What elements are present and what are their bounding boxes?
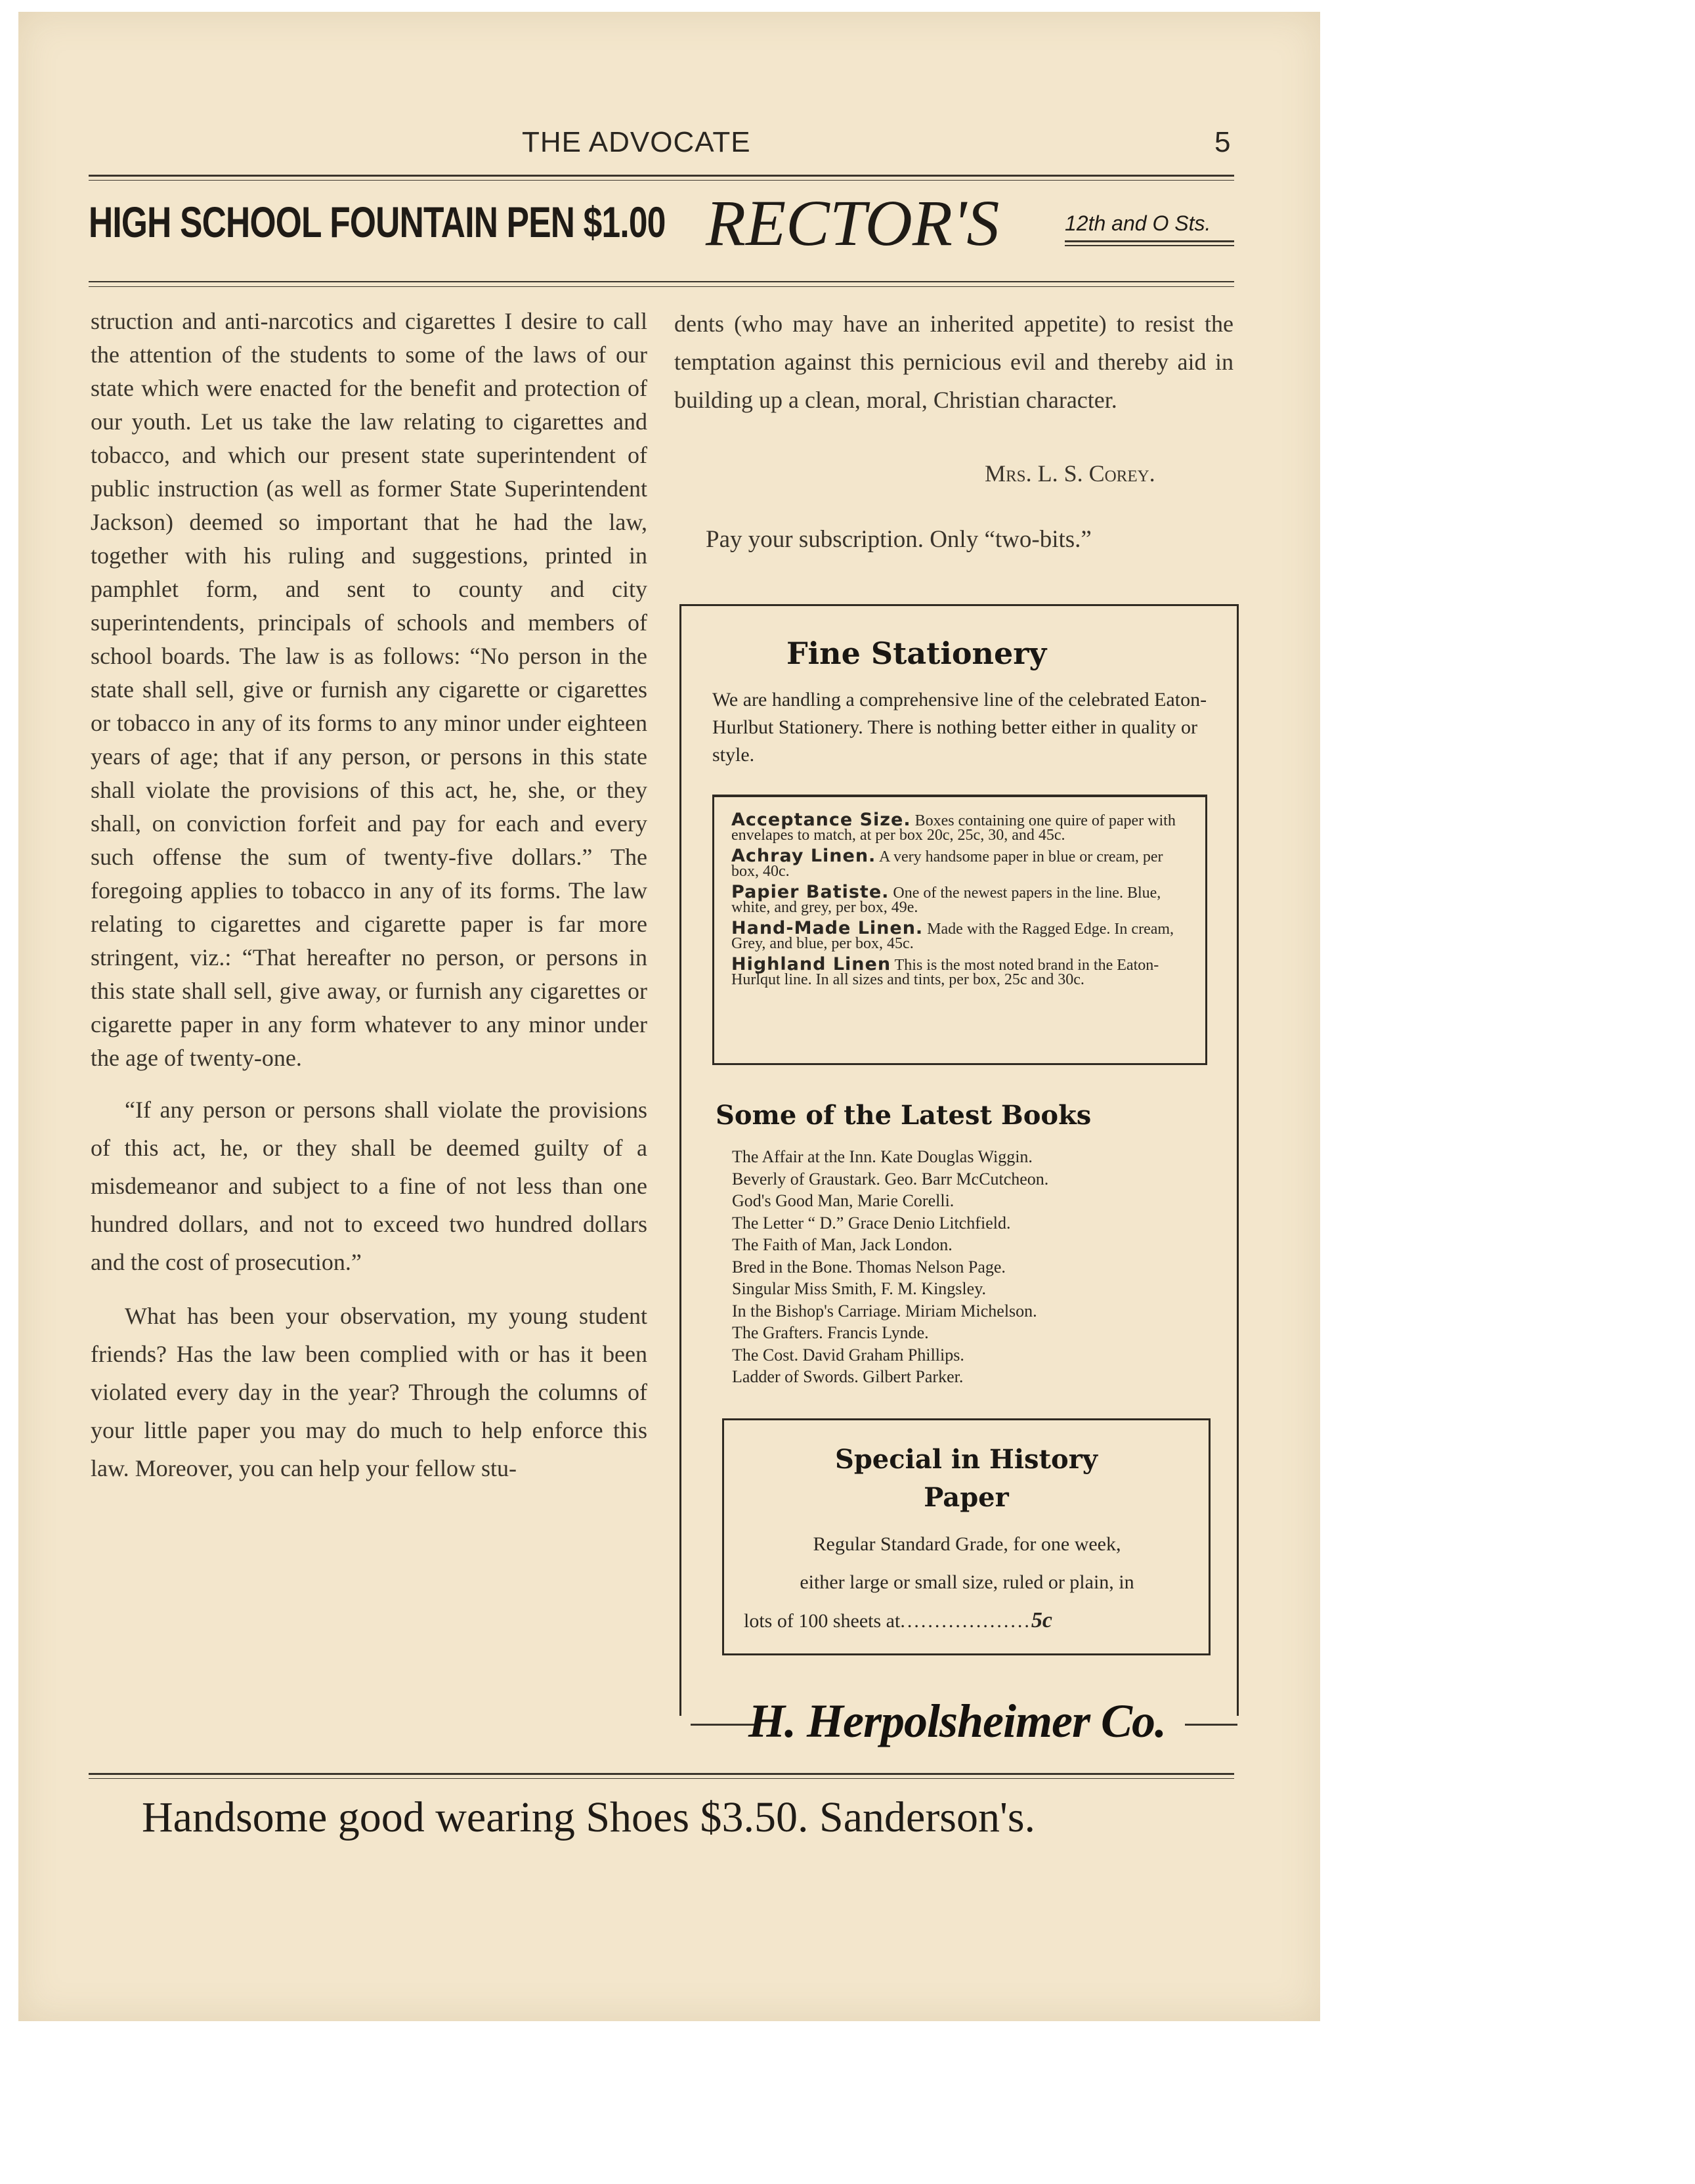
- book-item: The Grafters. Francis Lynde.: [732, 1323, 929, 1342]
- dot-leader: ...................: [900, 1610, 1031, 1632]
- banner-rule-thin: [89, 286, 1234, 287]
- book-list: [732, 1146, 1048, 1388]
- special-line: Regular Standard Grade, for one week,: [813, 1533, 1121, 1555]
- paper-item: [731, 846, 1188, 880]
- book-item: In the Bishop's Carriage. Miriam Michelson.: [732, 1301, 1037, 1321]
- stationery-intro: We are handling a comprehensive line of the celebrated Eaton-Hurlbut Stationery. There is nothing better either in quality or style.: [712, 689, 1207, 766]
- paper-varieties-box: [712, 795, 1207, 1065]
- paper-desc: Boxes containing one quire of paper with envelapes to match, at per box 20c, 25c, 30, and 45c.: [731, 812, 1176, 844]
- paper-name: Hand-Made Linen.: [731, 918, 924, 938]
- bottom-rule-thin: [89, 1778, 1234, 1779]
- article-paragraph: What has been your observation, my young student friends? Has the law been complied with or has it been violated every day in the year? Through the columns of your little paper you may do much to help enforce this law. Moreover, you can help your fellow stu-: [91, 1303, 647, 1481]
- paper-name: Acceptance Size.: [731, 810, 911, 830]
- book-item: The Affair at the Inn. Kate Douglas Wiggin.: [732, 1147, 1033, 1166]
- book-item: The Cost. David Graham Phillips.: [732, 1345, 964, 1365]
- banner-rule: [89, 281, 1234, 282]
- paper-desc: This is the most noted brand in the Eaton-Hurlqut line. In all sizes and tints, per box, 25c and 30c.: [731, 957, 1159, 988]
- special-line-text: lots of 100 sheets at: [744, 1610, 901, 1632]
- book-item: Bred in the Bone. Thomas Nelson Page.: [732, 1257, 1006, 1277]
- article-paragraph: struction and anti-narcotics and cigarettes I desire to call the attention of the students to some of the laws of our state which were enacted for the benefit and protection of our youth. Let us take the law relating to cigarettes and tobacco, and which our present state superintendent of public instruction (as well as former State Superintendent Jackson) deemed so important that he had the law, together with his ruling and suggestions, printed in pamphlet form, and sent to county and city superintendents, principals of schools and members of school boards. The law is as follows: “No person in the state shall sell, give or furnish any cigarette or cigarettes or tobacco in any of its forms to any minor under eighteen years of age; that if any person, or persons in this state shall violate the provisions of this act, he, she, or they shall, on conviction forfeit and pay for each and every such offense the sum of twenty-five dollars.” The foregoing applies to tobacco in any of its forms. The law relating to cigarettes and cigarette paper is far more stringent, viz.: “That hereafter no person, or persons in this state shall sell, give away, or furnish any cigarettes or cigarette paper in any form whatever to any minor under the age of twenty-one.: [91, 308, 647, 1071]
- address-underline: [1065, 240, 1234, 242]
- paper-item: [731, 810, 1188, 844]
- rectors-address: 12th and O Sts.: [1065, 211, 1211, 235]
- logo-line-right: [1185, 1724, 1237, 1726]
- article-right-column: dents (who may have an inherited appetite) to resist the temptation against this pernicious evil and thereby aid in building up a clean, moral, Christian character.: [674, 311, 1234, 413]
- top-rule-thin: [89, 180, 1234, 181]
- address-underline-2: [1065, 245, 1234, 246]
- paper-item: [731, 882, 1188, 916]
- paper-desc: One of the newest papers in the line. Blue, white, and grey, per box, 49e.: [731, 885, 1161, 916]
- paper-item: [731, 918, 1188, 952]
- special-line: either large or small size, ruled or plain, in: [800, 1571, 1134, 1593]
- bottom-rule: [89, 1773, 1234, 1775]
- herpolsheimer-logo: H. Herpolsheimer Co.: [748, 1695, 1167, 1747]
- fine-stationery-heading: Fine Stationery: [786, 636, 1047, 671]
- author-signature: Mrs. L. S. Corey.: [985, 460, 1155, 487]
- special-price: 5c: [1031, 1608, 1052, 1632]
- paper-name: Highland Linen: [731, 954, 891, 974]
- latest-books-heading: Some of the Latest Books: [716, 1100, 1092, 1131]
- rectors-logo: RECTOR'S: [706, 186, 1000, 259]
- paper-desc: Made with the Ragged Edge. In cream, Grey, and blue, per box, 45c.: [731, 921, 1174, 952]
- paper-item: [731, 954, 1188, 988]
- footer-ad: Handsome good wearing Shoes $3.50. Sanderson's.: [142, 1793, 1036, 1841]
- special-title-line-1: Special in History: [834, 1444, 1098, 1475]
- book-item: Ladder of Swords. Gilbert Parker.: [732, 1367, 964, 1386]
- article-left-column: [91, 305, 647, 1487]
- special-line: [744, 1602, 1190, 1640]
- running-head: THE ADVOCATE: [522, 126, 751, 158]
- fountain-pen-ad: HIGH SCHOOL FOUNTAIN PEN $1.00: [89, 198, 666, 246]
- book-item: The Letter “ D.” Grace Denio Litchfield.: [732, 1213, 1011, 1233]
- history-paper-special-box: [722, 1418, 1211, 1655]
- subscription-note: Pay your subscription. Only “two-bits.”: [706, 526, 1092, 553]
- special-title-line-2: Paper: [924, 1482, 1009, 1513]
- top-rule: [89, 175, 1234, 177]
- book-item: The Faith of Man, Jack London.: [732, 1235, 953, 1254]
- book-item: God's Good Man, Marie Corelli.: [732, 1191, 955, 1210]
- paper-name: Papier Batiste.: [731, 882, 890, 902]
- article-paragraph: “If any person or persons shall violate the provisions of this act, he, or they shall be deemed guilty of a misdemeanor and subject to a fine of not less than one hundred dollars, and not to exceed two hundred dollars and the cost of prosecution.”: [91, 1097, 647, 1275]
- logo-line-left: [691, 1724, 756, 1726]
- page-number: 5: [1214, 126, 1231, 158]
- paper-name: Achray Linen.: [731, 846, 876, 866]
- book-item: Beverly of Graustark. Geo. Barr McCutcheon.: [732, 1169, 1049, 1189]
- book-item: Singular Miss Smith, F. M. Kingsley.: [732, 1279, 987, 1298]
- paper-desc: A very handsome paper in blue or cream, per box, 40c.: [731, 848, 1163, 880]
